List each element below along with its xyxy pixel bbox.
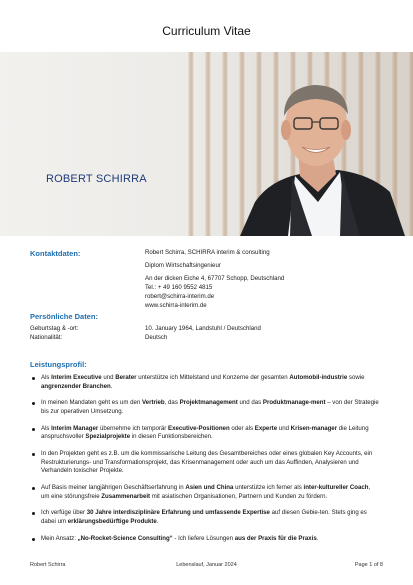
emphasis-text: Spezialprojekte — [85, 433, 131, 441]
emphasis-text: erklärungsbedürftige Produkte — [67, 518, 157, 526]
emphasis-text: Interim Manager — [51, 424, 99, 432]
emphasis-text: Interim Executive — [51, 374, 102, 381]
profile-list-item — [30, 450, 380, 476]
contact-line: Diplom Wirtschaftsingenieur — [145, 262, 221, 269]
body-text: In den Projekten geht es z.B. um die kommissarische Leitung des Gesamtbereiches oder eines globalen Key Accounts, ein Restrukturierungs- und Transformationsprojekt, das Krisenmanagement oder auch um das Auffinden, Analysieren und Verhandeln toxischer Projekte. — [41, 450, 373, 475]
body-text: . — [110, 382, 113, 390]
body-text: Mein Ansatz: — [41, 534, 78, 542]
body-text: Als — [41, 374, 52, 381]
birth-value: 10. January 1964, Landstuhl / Deutschland — [145, 325, 261, 332]
birth-label: Geburtstag & -ort: — [30, 325, 79, 332]
profile-list — [30, 374, 380, 552]
contact-website[interactable]: www.schirra-interim.de — [145, 302, 207, 309]
body-text: und das — [237, 399, 263, 407]
body-text: in diesen Funktionsbereichen. — [130, 433, 213, 441]
profile-label: Leistungsprofil: — [30, 360, 87, 369]
emphasis-text: Vertrieb — [141, 399, 165, 407]
body-text: Ich verfüge über — [41, 509, 87, 517]
body-text: übernehme ich temporär — [98, 424, 169, 432]
emphasis-text: Krisen-manager — [290, 424, 338, 432]
body-text: und — [101, 374, 116, 381]
body-text: . — [316, 534, 319, 542]
body-text: , das — [164, 399, 180, 407]
emphasis-text: 30 Jahre interdisziplinäre Erfahrung und umfassende Expertise — [86, 509, 270, 517]
contact-phone: Tel.: + 49 160 9552 4815 — [145, 284, 213, 291]
emphasis-text: Berater — [115, 374, 137, 381]
contact-address: An der dicken Eiche 4, 67707 Schopp, Deutschland — [145, 275, 285, 282]
profile-list-item — [30, 399, 380, 416]
emphasis-text: Zusammenarbeit — [101, 492, 151, 500]
body-text: – von der Strategie bis zur operativen Umsetzung. — [41, 399, 379, 415]
profile-list-item — [30, 425, 380, 442]
emphasis-text: aus der Praxis für die Praxis — [234, 534, 317, 542]
footer-author: Robert Schirra — [30, 562, 66, 568]
profile-list-item — [30, 484, 380, 501]
emphasis-text: Asien und China — [185, 484, 234, 492]
body-text: mit asiatischen Organisationen, Partnern und Kunden zu fördern. — [150, 492, 328, 500]
emphasis-text: Experte — [254, 424, 278, 432]
profile-list-item — [30, 374, 380, 391]
body-text: sowie — [347, 374, 365, 381]
body-text: unterstütze ich Mittelstand und Konzerne der gesamten — [136, 374, 290, 381]
body-text: - Ich liefere Lösungen — [172, 534, 235, 542]
body-text: , um eine störungsfreie — [41, 484, 371, 500]
profile-list-item — [30, 509, 380, 526]
portrait-photo — [200, 52, 413, 236]
body-text: . — [156, 518, 159, 526]
body-text: auf diesen Gebie-ten. Stets ging es dabei um — [41, 509, 367, 526]
emphasis-text: Projektmanagement — [179, 399, 238, 407]
document-title: Curriculum Vitae — [162, 24, 251, 38]
emphasis-text: „No-Rocket-Science Consulting“ — [77, 534, 173, 542]
nationality-label: Nationalität: — [30, 334, 63, 341]
emphasis-text: angrenzender Branchen — [41, 382, 111, 390]
body-text: die Leitung anspruchsvoller — [41, 424, 369, 441]
emphasis-text: Executive-Positionen — [168, 424, 230, 432]
contact-label: Kontaktdaten: — [30, 249, 81, 258]
emphasis-text: Automobil-industrie — [289, 374, 348, 381]
body-text: oder als — [229, 424, 255, 432]
profile-list-item — [30, 535, 380, 544]
nationality-value: Deutsch — [145, 334, 168, 341]
emphasis-text: inter-kultureller Coach — [303, 484, 369, 492]
personal-label: Persönliche Daten: — [30, 312, 98, 321]
contact-line: Robert Schirra, SCHIRRA interim & consulting — [145, 249, 270, 256]
body-text: und — [277, 424, 291, 432]
body-text: Als — [41, 424, 52, 432]
body-text: Auf Basis meiner langjährigen Geschäftserfahrung in — [41, 484, 186, 492]
hero-name: ROBERT SCHIRRA — [46, 173, 147, 185]
body-text: unterstütze ich ferner als — [233, 484, 304, 492]
footer-document: Lebenslauf, Januar 2024 — [176, 562, 237, 568]
contact-email[interactable]: robert@schirra-interim.de — [145, 293, 215, 300]
footer-page-number: Page 1 of 8 — [354, 562, 383, 568]
emphasis-text: Produktmanage-ment — [262, 399, 326, 407]
body-text: In meinen Mandaten geht es um den — [41, 399, 142, 407]
